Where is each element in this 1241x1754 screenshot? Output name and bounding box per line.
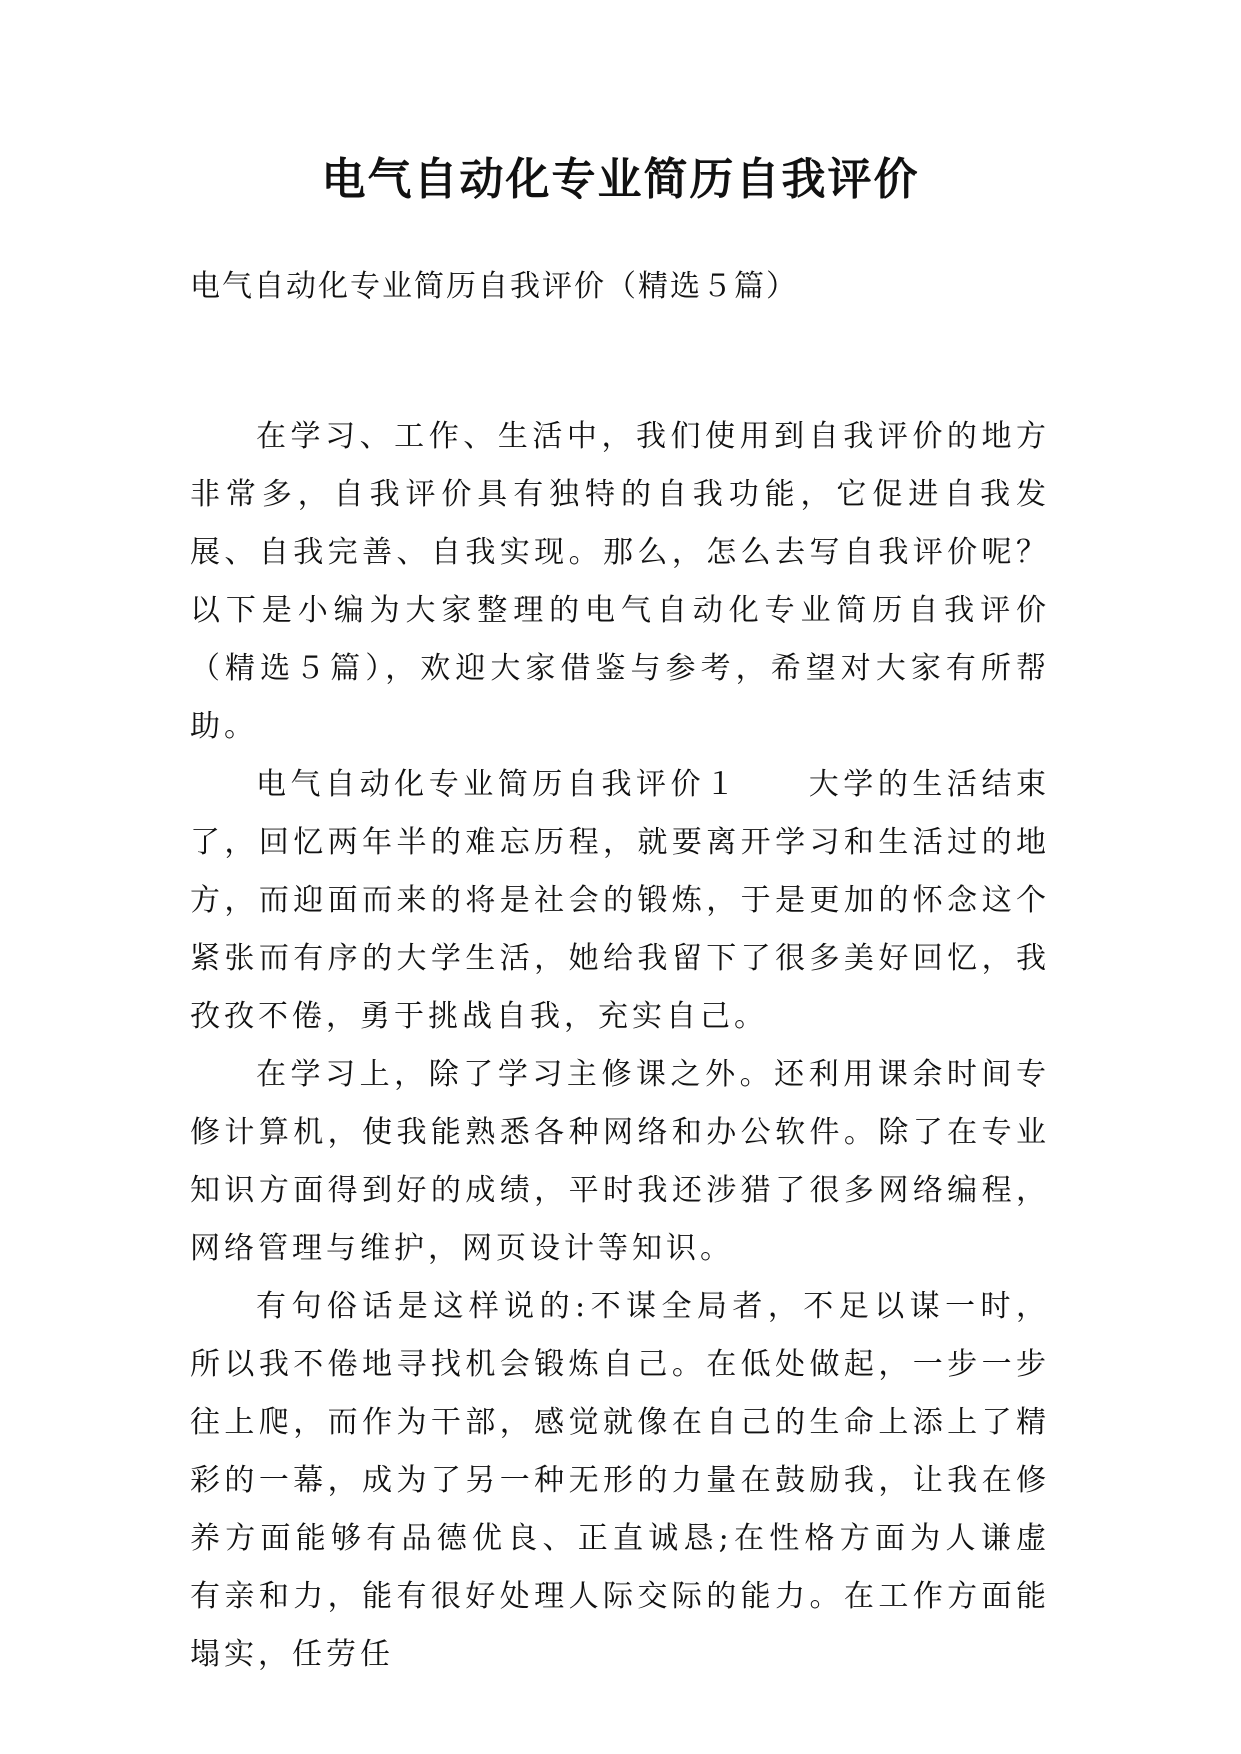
paragraph-study: 在学习上，除了学习主修课之外。还利用课余时间专修计算机，使我能熟悉各种网络和办公软件。除了在专业知识方面得到好的成绩，平时我还涉猎了很多网络编程，网络管理与维护，网页设计等知识。: [190, 1057, 1050, 1266]
document-title: 电气自动化专业简历自我评价: [321, 154, 920, 205]
paragraph-essay-1: 电气自动化专业简历自我评价１ 大学的生活结束了，回忆两年半的难忘历程，就要离开学习和生活过的地方，而迎面而来的将是社会的锻炼，于是更加的怀念这个紧张而有序的大学生活，她给我留下了很多美好回忆，我孜孜不倦，勇于挑战自我，充实自己。: [190, 767, 1050, 1034]
document-subtitle: 电气自动化专业简历自我评价（精选５篇）: [190, 269, 798, 304]
paragraph-work: 有句俗话是这样说的:不谋全局者，不足以谋一时，所以我不倦地寻找机会锻炼自己。在低处做起，一步一步往上爬，而作为干部，感觉就像在自己的生命上添上了精彩的一幕，成为了另一种无形的力量在鼓励我，让我在修养方面能够有品德优良、正直诚恳;在性格方面为人谦虚有亲和力，能有很好处理人际交际的能力。在工作方面能塌实，任劳任: [190, 1289, 1050, 1672]
paragraph-intro: 在学习、工作、生活中，我们使用到自我评价的地方非常多，自我评价具有独特的自我功能，它促进自我发展、自我完善、自我实现。那么，怎么去写自我评价呢？以下是小编为大家整理的电气自动化专业简历自我评价（精选５篇），欢迎大家借鉴与参考，希望对大家有所帮助。: [190, 419, 1050, 744]
document-body: [190, 408, 1050, 1684]
